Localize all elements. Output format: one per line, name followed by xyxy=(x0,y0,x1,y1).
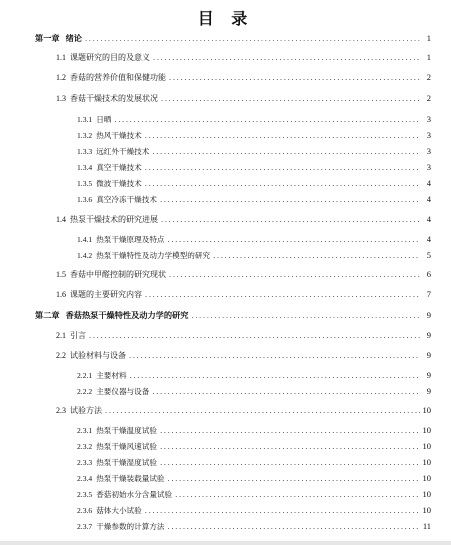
toc-subsection-entry[interactable] xyxy=(77,234,431,245)
toc-chapter-entry[interactable] xyxy=(35,33,431,44)
toc-subsection-entry[interactable] xyxy=(77,521,431,532)
toc-entry-title: 绪论 xyxy=(65,33,82,43)
toc-entry-number: 2.2.1 xyxy=(77,371,93,380)
toc-entry-number: 1.3 xyxy=(56,94,66,103)
toc-page-number: 2 xyxy=(426,93,431,103)
toc-subsection-entry[interactable] xyxy=(77,425,431,436)
toc-page-number: 9 xyxy=(426,330,431,340)
toc-subsection-entry[interactable] xyxy=(77,162,431,173)
toc-dot-leader xyxy=(160,442,420,453)
toc-entry-title: 热泵干燥技术的研究进展 xyxy=(70,215,158,224)
toc-entry-number: 2.3.4 xyxy=(77,474,93,483)
toc-entry-number: 2.3.7 xyxy=(77,522,93,531)
toc-dot-leader xyxy=(129,351,420,362)
toc-entry-number: 2.1 xyxy=(56,331,66,340)
toc-entry-title: 香菇中甲醛控制的研究现状 xyxy=(70,270,166,279)
toc-subsection-entry[interactable] xyxy=(77,489,431,500)
toc-page-number: 9 xyxy=(426,370,431,380)
toc-page-number: 10 xyxy=(422,473,431,483)
toc-dot-leader xyxy=(168,235,420,246)
toc-entry-title: 主要仪器与设备 xyxy=(96,387,150,396)
toc-entry-number: 第二章 xyxy=(35,311,60,320)
toc-entry-title: 主要材料 xyxy=(96,371,127,380)
toc-entry-number: 第一章 xyxy=(35,34,60,43)
toc-section-entry[interactable] xyxy=(56,269,431,280)
toc-entry-number: 1.2 xyxy=(56,73,66,82)
page-title: 目 录 xyxy=(197,9,254,28)
toc-page-number: 2 xyxy=(426,72,431,82)
toc-entry-title: 香菇干燥技术的发展状况 xyxy=(70,94,158,103)
toc-section-entry[interactable] xyxy=(56,289,431,300)
toc-entry-number: 1.3.4 xyxy=(77,163,93,172)
toc-section-entry[interactable] xyxy=(56,350,431,361)
toc-subsection-entry[interactable] xyxy=(77,386,431,397)
toc-entry-title: 菇体大小试验 xyxy=(96,506,142,515)
toc-entry-number: 2.3 xyxy=(56,406,66,415)
toc-dot-leader xyxy=(191,311,420,322)
toc-page-number: 10 xyxy=(422,405,431,415)
toc-entry-number: 1.4.1 xyxy=(77,235,93,244)
toc-page-number: 9 xyxy=(426,350,431,360)
toc-dot-leader xyxy=(145,131,420,142)
toc-entry-title: 远红外干燥技术 xyxy=(96,147,150,156)
toc-page-number: 10 xyxy=(422,425,431,435)
toc-entry-title: 日晒 xyxy=(96,115,112,124)
toc-entry-number: 1.5 xyxy=(56,270,66,279)
toc-entry-title: 香菇初始水分含量试验 xyxy=(96,490,173,499)
toc-entry-number: 2.2 xyxy=(56,351,66,360)
toc-entry-title: 真空冷冻干燥技术 xyxy=(96,195,157,204)
toc-entry-title: 课题研究的目的及意义 xyxy=(70,53,150,62)
toc-subsection-entry[interactable] xyxy=(77,473,431,484)
toc-page-number: 3 xyxy=(426,130,431,140)
toc-subsection-entry[interactable] xyxy=(77,194,431,205)
toc-dot-leader xyxy=(168,474,420,485)
toc-entry-number: 2.3.5 xyxy=(77,490,93,499)
toc-dot-leader xyxy=(145,179,420,190)
toc-page-number: 3 xyxy=(426,114,431,124)
toc-dot-leader xyxy=(145,163,420,174)
toc-entry-title: 试验方法 xyxy=(70,406,102,415)
toc-entry-title: 热风干燥技术 xyxy=(96,131,142,140)
toc-dot-leader xyxy=(160,426,420,437)
toc-page-number: 4 xyxy=(426,194,431,204)
toc-entry-number: 1.4 xyxy=(56,215,66,224)
toc-page-number: 3 xyxy=(426,162,431,172)
toc-entry-title: 热泵干燥风速试验 xyxy=(96,442,157,451)
toc-section-entry[interactable] xyxy=(56,214,431,225)
toc-dot-leader xyxy=(105,406,420,417)
toc-subsection-entry[interactable] xyxy=(77,130,431,141)
toc-dot-leader xyxy=(175,490,419,501)
toc-dot-leader xyxy=(169,270,420,281)
toc-entry-title: 香菇的营养价值和保健功能 xyxy=(70,73,166,82)
toc-dot-leader xyxy=(130,371,420,382)
toc-subsection-entry[interactable] xyxy=(77,370,431,381)
toc-dot-leader xyxy=(145,290,420,301)
toc-entry-number: 1.6 xyxy=(56,290,66,299)
toc-entry-title: 真空干燥技术 xyxy=(96,163,142,172)
toc-entry-title: 课题的主要研究内容 xyxy=(70,290,142,299)
toc-entry-title: 热泵干燥原理及特点 xyxy=(96,235,165,244)
toc-entry-title: 热泵干燥特性及动力学模型的研究 xyxy=(96,251,211,260)
toc-subsection-entry[interactable] xyxy=(77,178,431,189)
toc-subsection-entry[interactable] xyxy=(77,441,431,452)
toc-section-entry[interactable] xyxy=(56,72,431,83)
toc-chapter-entry[interactable] xyxy=(35,310,431,321)
toc-subsection-entry[interactable] xyxy=(77,250,431,261)
toc-subsection-entry[interactable] xyxy=(77,457,431,468)
toc-dot-leader xyxy=(213,251,420,262)
toc-entry-number: 1.3.1 xyxy=(77,115,93,124)
toc-page-number: 10 xyxy=(422,489,431,499)
toc-page-number: 3 xyxy=(426,146,431,156)
toc-dot-leader xyxy=(161,215,420,226)
toc-page-number: 4 xyxy=(426,214,431,224)
toc-entry-title: 香菇热泵干燥特性及动力学的研究 xyxy=(65,310,189,320)
toc-entry-title: 引言 xyxy=(70,331,86,340)
toc-dot-leader xyxy=(153,53,420,64)
toc-page-number: 9 xyxy=(426,310,431,320)
toc-entry-title: 试验材料与设备 xyxy=(70,351,126,360)
toc-entry-title: 微波干燥技术 xyxy=(96,179,142,188)
toc-page-number: 9 xyxy=(426,386,431,396)
toc-entry-title: 热泵干燥温度试验 xyxy=(96,426,157,435)
toc-dot-leader xyxy=(160,458,420,469)
toc-dot-leader xyxy=(152,387,420,398)
toc-section-entry[interactable] xyxy=(56,52,431,63)
toc-page-number: 10 xyxy=(422,441,431,451)
toc-page-number: 1 xyxy=(426,52,431,62)
toc-entry-number: 2.2.2 xyxy=(77,387,93,396)
toc-dot-leader xyxy=(114,115,420,126)
toc-page-number: 10 xyxy=(422,457,431,467)
toc-section-entry[interactable] xyxy=(56,93,431,104)
toc-entry-number: 2.3.3 xyxy=(77,458,93,467)
toc-section-entry[interactable] xyxy=(56,405,431,416)
page-bottom-edge xyxy=(0,541,451,545)
toc-entry-title: 热泵干燥湿度试验 xyxy=(96,458,157,467)
toc-entry-number: 2.3.1 xyxy=(77,426,93,435)
toc-entry-number: 1.1 xyxy=(56,53,66,62)
toc-entry-number: 2.3.6 xyxy=(77,506,93,515)
toc-dot-leader xyxy=(169,73,420,84)
toc-dot-leader xyxy=(152,147,420,158)
toc-page-number: 10 xyxy=(422,505,431,515)
toc-dot-leader xyxy=(161,94,420,105)
toc-page-number: 1 xyxy=(426,33,431,43)
toc-dot-leader xyxy=(168,522,420,533)
toc-entry-number: 1.3.2 xyxy=(77,131,93,140)
toc-page-number: 6 xyxy=(426,269,431,279)
toc-entry-number: 2.3.2 xyxy=(77,442,93,451)
toc-entry-number: 1.3.6 xyxy=(77,195,93,204)
toc-entry-number: 1.3.3 xyxy=(77,147,93,156)
toc-subsection-entry[interactable] xyxy=(77,146,431,157)
toc-entry-title: 干燥参数的计算方法 xyxy=(96,522,165,531)
toc-dot-leader xyxy=(145,506,420,517)
toc-page-number: 5 xyxy=(426,250,431,260)
toc-subsection-entry[interactable] xyxy=(77,505,431,516)
toc-page-number: 7 xyxy=(426,289,431,299)
toc-section-entry[interactable] xyxy=(56,330,431,341)
toc-entry-number: 1.3.5 xyxy=(77,179,93,188)
toc-page-number: 4 xyxy=(426,178,431,188)
toc-entry-number: 1.4.2 xyxy=(77,251,93,260)
toc-page-number: 11 xyxy=(422,521,431,531)
toc-dot-leader xyxy=(89,331,420,342)
toc-entry-title: 热泵干燥装载量试验 xyxy=(96,474,165,483)
toc-page-number: 4 xyxy=(426,234,431,244)
toc-dot-leader xyxy=(160,195,420,206)
toc-dot-leader xyxy=(85,34,420,45)
toc-subsection-entry[interactable] xyxy=(77,114,431,125)
